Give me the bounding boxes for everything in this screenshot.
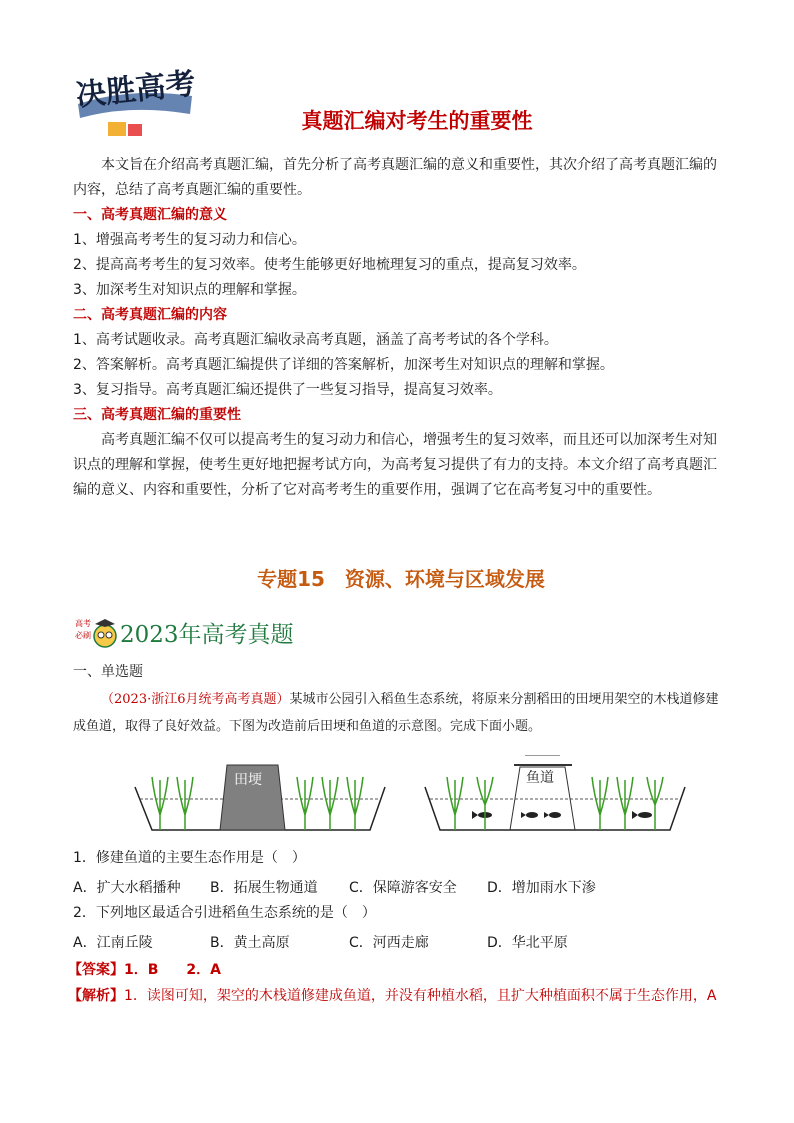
year-banner (73, 612, 119, 652)
q1-option-d: D．增加雨水下渗 (487, 880, 596, 896)
intro-paragraph: 本文旨在介绍高考真题汇编，首先分析了高考真题汇编的意义和重要性，其次介绍了高考真题汇编的内容，总结了高考真题汇编的重要性。 (73, 157, 717, 198)
list-item: 3、加深考生对知识点的理解和掌握。 (73, 282, 306, 298)
section-1-heading: 一、高考真题汇编的意义 (73, 207, 227, 223)
ridge-label: 田埂 (234, 772, 262, 788)
banner-title: 2023年高考真题 (120, 622, 294, 648)
list-item: 3、复习指导。高考真题汇编还提供了一些复习指导，提高复习效率。 (73, 382, 502, 398)
owl-icon (94, 625, 116, 647)
q1-option-c: C．保障游客安全 (349, 880, 457, 896)
part-label: 一、单选题 (73, 664, 143, 680)
analysis-text: 1．读图可知，架空的木栈道修建成鱼道，并没有种植水稻，且扩大种植面积不属于生态作用，A (124, 988, 717, 1004)
q2-option-c: C．河西走廊 (349, 935, 429, 951)
section-3-heading: 三、高考真题汇编的重要性 (73, 407, 241, 423)
list-item: 1、高考试题收录。高考真题汇编收录高考真题，涵盖了高考考试的各个学科。 (73, 332, 558, 348)
banner-side-text: 高考 (75, 619, 91, 628)
list-item: 1、增强高考考生的复习动力和信心。 (73, 232, 306, 248)
logo-text: 决胜高考 (74, 66, 198, 114)
answer-label: 【答案】 (68, 962, 124, 978)
q1-option-a: A．扩大水稻播种 (73, 880, 181, 896)
answer-line (68, 958, 221, 983)
q2-option-d: D．华北平原 (487, 935, 568, 951)
question-stem-text: 某城市公园引入稻鱼生态系统，将原来分割稻田的田埂用架空的木栈道修建成鱼道，取得了良好效益。下图为改造前后田埂和鱼道的示意图。完成下面小题。 (73, 692, 719, 734)
list-item: 2、提高高考考生的复习效率。使考生能够更好地梳理复习的重点，提高复习效率。 (73, 257, 586, 273)
question-2-stem: 2．下列地区最适合引进稻鱼生态系统的是（ ） (73, 905, 376, 921)
list-item: 2、答案解析。高考真题汇编提供了详细的答案解析，加深考生对知识点的理解和掌握。 (73, 357, 614, 373)
q1-option-b: B．拓展生物通道 (210, 880, 318, 896)
analysis-label: 【解析】 (68, 988, 124, 1004)
question-source: （2023·浙江6月统考高考真题） (101, 692, 290, 707)
topic-title: 专题15 资源、环境与区域发展 (257, 567, 545, 591)
q2-option-b: B．黄土高原 (210, 935, 290, 951)
svg-text:必刷: 必刷 (75, 631, 91, 640)
document-title: 真题汇编对考生的重要性 (301, 109, 533, 133)
section-3-paragraph: 高考真题汇编不仅可以提高考生的复习动力和信心，增强考生的复习效率，而且还可以加深考生对知识点的理解和掌握，使考生更好地把握考试方向，为高考复习提供了有力的支持。本文介绍了高考真题汇编的意义、内容和重要性，分析了它对高考考生的重要作用，强调了它在高考复习中的重要性。 (73, 432, 717, 498)
fishway-label: 鱼道 (526, 770, 554, 786)
analysis-line (68, 984, 716, 1009)
q2-option-a: A．江南丘陵 (73, 935, 153, 951)
paddy-fishway-figure (130, 755, 690, 840)
question-1-stem: 1．修建鱼道的主要生态作用是（ ） (73, 850, 306, 866)
question-stem (73, 686, 728, 740)
section-2-heading: 二、高考真题汇编的内容 (73, 307, 227, 323)
answer-text: 1．B 2．A (124, 962, 221, 978)
